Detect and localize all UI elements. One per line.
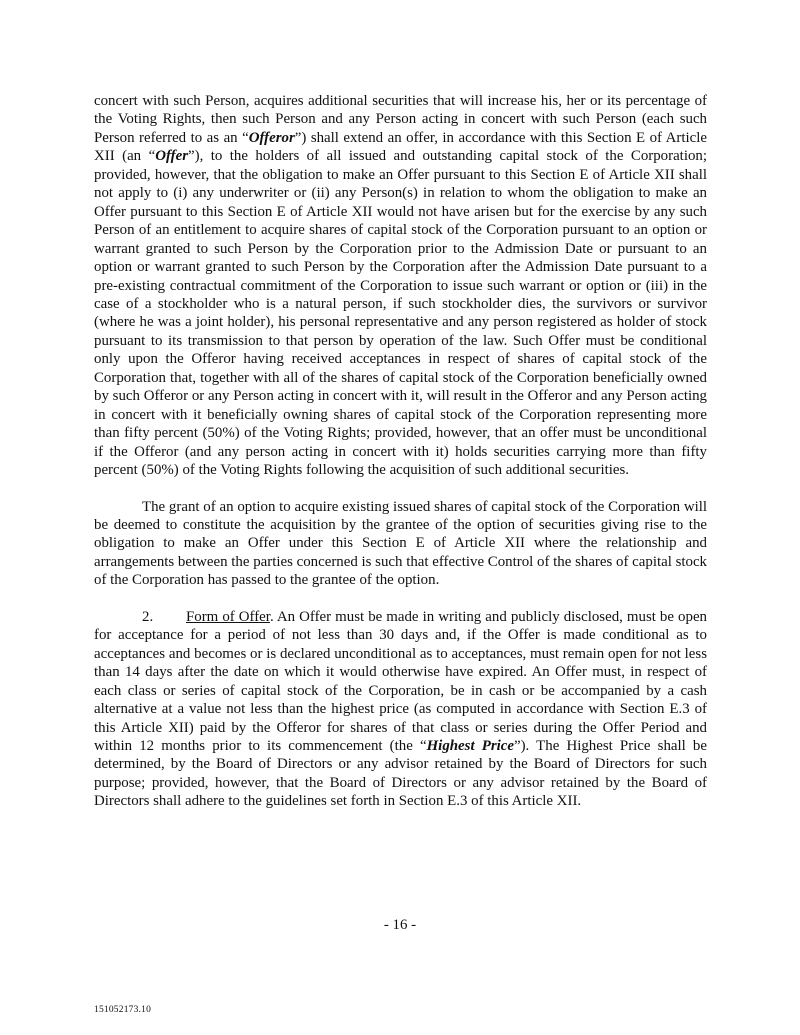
defined-term-offer: Offer	[155, 148, 188, 165]
paragraph-text: ”) shall extend an offer, in accordance with this Section E of Article XII (an “	[94, 129, 707, 165]
paragraph-text: ”), to the holders of all issued and outstanding capital stock of the Corporation; provided, however, that the obligation to make an Offer pursuant to this Section E of Article XII shall not apply to (i) any underwriter or (ii) any Person(s) in relation to whom the obligation to make an Offer pursuant to this Section E of Article XII would not have arisen but for the exercise by any such Person of an entitlement to acquire shares of capital stock of the Corporation pursuant to an option or warrant granted to such Person by the Corporation prior to the Admission Date or pursuant to an option or warrant granted to such Person by the Corporation after the Admission Date pursuant to a pre-existing contractual commitment of the Corporation to issue such warrant or option or (iii) in the case of a stockholder who is a natural person, if such stockholder dies, the survivors or survivor (where he was a joint holder), his personal representative and any person registered as holder of stock pursuant to its transmission to that person by operation of the law. Such Offer must be conditional only upon the Offeror having received acceptances in respect of shares of capital stock of the Corporation that, together with all of the shares of capital stock of the Corporation beneficially owned by such Offeror or any Person acting in concert with it, will result in the Offeror and any Person acting in concert with it beneficially owning shares of capital stock of the Corporation representing more than fifty percent (50%) of the Voting Rights; provided, however, that an offer must be unconditional if the Offeror (and any person acting in concert with it) holds securities carrying more than fifty percent (50%) of the Voting Rights following the acquisition of such additional securities.	[94, 148, 707, 479]
defined-term-offeror: Offeror	[248, 129, 295, 146]
paragraph-text: . An Offer must be made in writing and publicly disclosed, must be open for acceptance for a period of not less than 30 days and, if the Offer is made conditional as to acceptances and becomes or is declared unconditional as to acceptances, must remain open for not less than 14 days after the date on which it would otherwise have expired. An Offer must, in respect of each class or series of capital stock of the Corporation, be in cash or be accompanied by a cash alternative at a value not less than the highest price (as computed in accordance with Section E.3 of this Article XII) paid by the Offeror for shares of that class or series during the Offer Period and within 12 months prior to its commencement (the “	[94, 608, 707, 754]
paragraph-offeror-obligation	[94, 92, 707, 480]
document-body	[94, 92, 707, 811]
paragraph-text: ”). The Highest Price shall be determined, by the Board of Directors or any advisor retained by the Board of Directors for such purpose; provided, however, that the Board of Directors or any advisor retained by the Board of Directors shall adhere to the guidelines set forth in Section E.3 of this Article XII.	[94, 737, 707, 810]
section-number: 2.	[142, 608, 154, 625]
paragraph-option-grant: The grant of an option to acquire existing issued shares of capital stock of the Corporation will be deemed to constitute the acquisition by the grantee of the option of securities giving rise to the obligation to make an Offer under this Section E of Article XII where the relationship and arrangements between the parties concerned is such that effective Control of the shares of capital stock of the Corporation has passed to the grantee of the option.	[94, 498, 707, 589]
paragraph-form-of-offer	[94, 608, 707, 811]
page-number: - 16 -	[383, 917, 417, 933]
defined-term-highest-price: Highest Price	[426, 737, 514, 754]
paragraph-text: concert with such Person, acquires additional securities that will increase his, her or its percentage of the Voting Rights, then such Person and any Person acting in concert with such Person (each such Person referred to as an “	[94, 93, 707, 146]
section-heading: Form of Offer	[186, 608, 270, 625]
document-id: 151052173.10	[94, 1005, 152, 1015]
